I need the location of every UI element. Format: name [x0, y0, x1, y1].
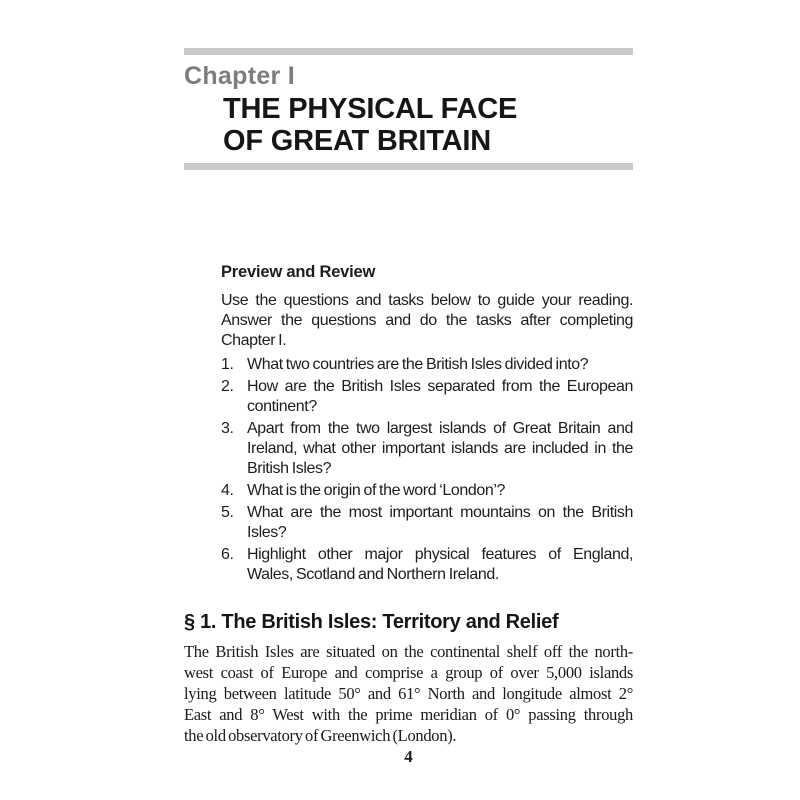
question-number: 6. — [221, 546, 234, 563]
question-text — [247, 377, 633, 417]
text-line: What two countries are the British Isles divided into? — [247, 356, 589, 373]
question-number: 1. — [221, 356, 234, 373]
page-content-column — [184, 48, 633, 766]
question-item — [221, 545, 633, 585]
section-body-paragraph — [184, 641, 633, 746]
text-line: Wales, Scotland and Northern Ireland. — [247, 566, 499, 583]
text-line: Answer the questions and do the tasks after completing — [221, 312, 633, 329]
chapter-title-line-2: OF GREAT BRITAIN — [223, 125, 491, 157]
question-text — [247, 481, 633, 501]
preview-heading: Preview and Review — [221, 263, 376, 281]
text-line: East and 8° West with the prime meridian of 0° passing through — [184, 705, 633, 724]
text-line: What are the most important mountains on the British — [247, 504, 633, 521]
preview-intro-paragraph — [221, 291, 633, 351]
chapter-title — [223, 93, 633, 157]
text-line: Use the questions and tasks below to guide your reading. — [221, 292, 633, 309]
question-text — [247, 545, 633, 585]
question-item — [221, 481, 633, 501]
text-line: What is the origin of the word ‘London’? — [247, 482, 506, 499]
question-item — [221, 355, 633, 375]
question-number: 5. — [221, 504, 234, 521]
section-heading: § 1. The British Isles: Territory and Relief — [184, 611, 559, 633]
question-number: 4. — [221, 482, 234, 499]
question-text — [247, 503, 633, 543]
text-line: continent? — [247, 398, 317, 415]
bottom-rule — [184, 163, 633, 170]
question-item — [221, 377, 633, 417]
text-line: How are the British Isles separated from the European — [247, 378, 633, 395]
question-number: 3. — [221, 420, 234, 437]
top-rule — [184, 48, 633, 55]
question-item — [221, 419, 633, 479]
text-line: Ireland, what other important islands are included in the — [247, 440, 633, 457]
preview-and-review-block — [221, 262, 633, 585]
text-line: Isles? — [247, 524, 287, 541]
text-line: Apart from the two largest islands of Great Britain and — [247, 420, 633, 437]
text-line: Highlight other major physical features of England, — [247, 546, 633, 563]
question-list — [221, 355, 633, 585]
page-number: 4 — [404, 747, 413, 766]
question-text — [247, 419, 633, 479]
text-line: Chapter I. — [221, 332, 287, 349]
text-line: lying between latitude 50° and 61° North and longitude almost 2° — [184, 684, 633, 703]
chapter-label: Chapter I — [184, 62, 296, 90]
text-line: British Isles? — [247, 460, 332, 477]
text-line: the old observatory of Greenwich (London). — [184, 726, 457, 745]
chapter-title-line-1: THE PHYSICAL FACE — [223, 93, 518, 125]
question-item — [221, 503, 633, 543]
text-line: The British Isles are situated on the continental shelf off the north- — [184, 642, 633, 661]
question-number: 2. — [221, 378, 234, 395]
question-text — [247, 355, 633, 375]
text-line: west coast of Europe and comprise a group of over 5,000 islands — [184, 663, 633, 682]
